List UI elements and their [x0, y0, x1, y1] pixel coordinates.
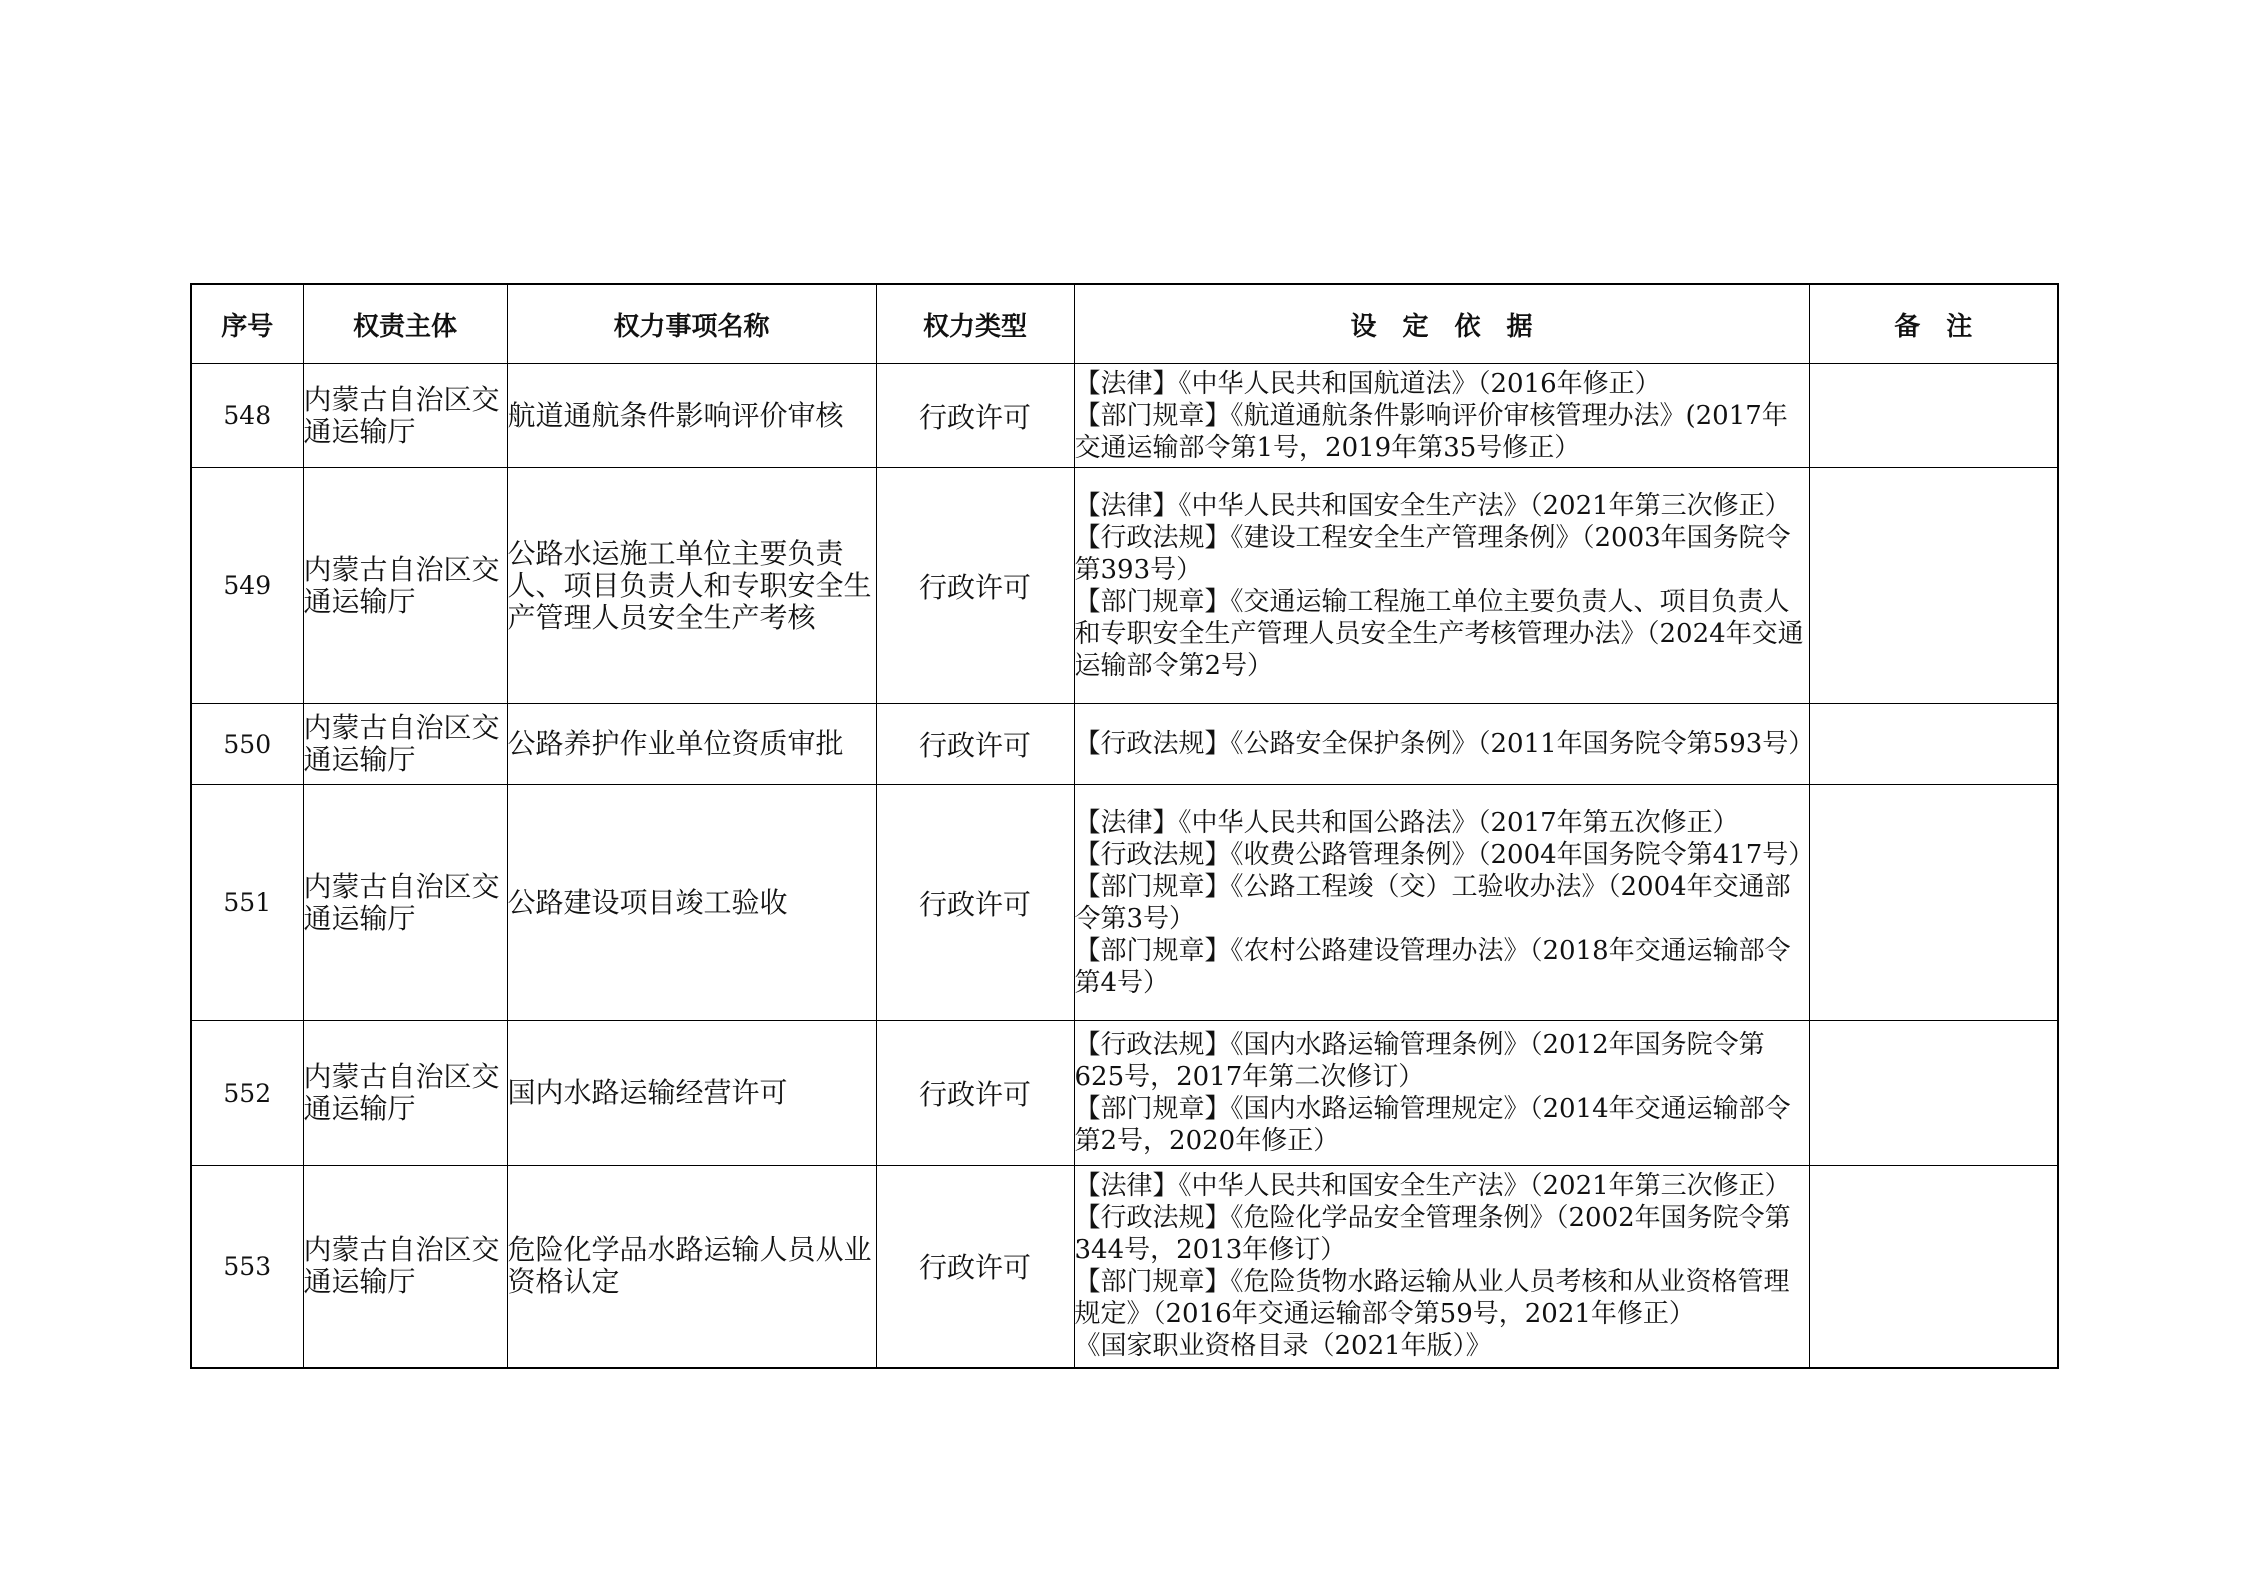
- row-item-name: 国内水路运输经营许可: [507, 1021, 876, 1166]
- row-item-name: 危险化学品水路运输人员从业资格认定: [507, 1166, 876, 1368]
- basis-line: 【部门规章】《危险货物水路运输从业人员考核和从业资格管理规定》（2016年交通运输部令第59号，2021年修正）: [1074, 1267, 1790, 1330]
- table-row: [191, 1021, 2058, 1166]
- table-row: [191, 468, 2058, 704]
- basis-line: 【法律】《中华人民共和国安全生产法》（2021年第三次修正）: [1074, 1171, 1791, 1202]
- row-remark: [1809, 1166, 2058, 1368]
- row-number: 552: [191, 1021, 303, 1166]
- row-remark: [1809, 468, 2058, 704]
- header-num: 序号: [191, 284, 303, 364]
- row-remark: [1809, 785, 2058, 1021]
- row-power-type: 行政许可: [876, 704, 1074, 785]
- header-type: 权力类型: [876, 284, 1074, 364]
- basis-line: 【行政法规】《收费公路管理条例》（2004年国务院令第417号）: [1074, 839, 1815, 870]
- power-list-table: [190, 283, 2059, 1369]
- basis-line: 【行政法规】《建设工程安全生产管理条例》（2003年国务院令第393号）: [1074, 522, 1791, 585]
- basis-line: 【部门规章】《交通运输工程施工单位主要负责人、项目负责人和专职安全生产管理人员安全生产考核管理办法》（2024年交通运输部令第2号）: [1074, 586, 1804, 681]
- row-legal-basis: [1074, 785, 1815, 1021]
- table-row: [191, 1166, 2058, 1368]
- row-subject: 内蒙古自治区交通运输厅: [303, 704, 507, 785]
- row-subject: 内蒙古自治区交通运输厅: [303, 364, 507, 468]
- header-item: 权力事项名称: [507, 284, 876, 364]
- row-item-name: 公路建设项目竣工验收: [507, 785, 876, 1021]
- basis-line: 《国家职业资格目录（2021年版）》: [1074, 1331, 1492, 1362]
- row-remark: [1809, 704, 2058, 785]
- basis-line: 【部门规章】《航道通航条件影响评价审核管理办法》(2017年交通运输部令第1号，2019年第35号修正）: [1074, 400, 1788, 463]
- basis-line: 【行政法规】《公路安全保护条例》（2011年国务院令第593号）: [1074, 729, 1815, 759]
- basis-line: 【部门规章】《国内水路运输管理规定》（2014年交通运输部令第2号，2020年修正）: [1074, 1094, 1791, 1156]
- row-number: 551: [191, 785, 303, 1021]
- row-legal-basis: [1074, 364, 1809, 468]
- table-row: [191, 364, 2058, 468]
- basis-line: 【法律】《中华人民共和国航道法》（2016年修正）: [1074, 368, 1661, 399]
- row-legal-basis: [1074, 704, 1815, 785]
- row-power-type: 行政许可: [876, 785, 1074, 1021]
- row-power-type: 行政许可: [876, 468, 1074, 704]
- row-number: 548: [191, 364, 303, 468]
- table-row: [191, 704, 2058, 785]
- row-number: 550: [191, 704, 303, 785]
- basis-line: 【部门规章】《农村公路建设管理办法》（2018年交通运输部令第4号）: [1074, 935, 1791, 998]
- header-remark: 备 注: [1809, 284, 2058, 364]
- table-row: [191, 785, 2058, 1021]
- table-header-row: [191, 284, 2058, 364]
- basis-line: 【部门规章】《公路工程竣（交）工验收办法》（2004年交通部令第3号）: [1074, 871, 1791, 934]
- row-power-type: 行政许可: [876, 364, 1074, 468]
- basis-line: 【法律】《中华人民共和国公路法》（2017年第五次修正）: [1074, 807, 1739, 838]
- basis-line: 【行政法规】《国内水路运输管理条例》（2012年国务院令第625号，2017年第二次修订）: [1074, 1030, 1765, 1092]
- row-number: 549: [191, 468, 303, 704]
- row-subject: 内蒙古自治区交通运输厅: [303, 1166, 507, 1368]
- row-subject: 内蒙古自治区交通运输厅: [303, 1021, 507, 1166]
- row-legal-basis: [1074, 1166, 1809, 1368]
- row-power-type: 行政许可: [876, 1021, 1074, 1166]
- row-legal-basis: [1074, 1021, 1809, 1166]
- row-subject: 内蒙古自治区交通运输厅: [303, 468, 507, 704]
- row-remark: [1809, 364, 2058, 468]
- basis-line: 【法律】《中华人民共和国安全生产法》（2021年第三次修正）: [1074, 490, 1791, 521]
- header-subject: 权责主体: [303, 284, 507, 364]
- row-power-type: 行政许可: [876, 1166, 1074, 1368]
- row-remark: [1809, 1021, 2058, 1166]
- row-item-name: 航道通航条件影响评价审核: [507, 364, 876, 468]
- row-number: 553: [191, 1166, 303, 1368]
- row-legal-basis: [1074, 468, 1809, 704]
- row-subject: 内蒙古自治区交通运输厅: [303, 785, 507, 1021]
- basis-line: 【行政法规】《危险化学品安全管理条例》（2002年国务院令第344号，2013年修订）: [1074, 1203, 1791, 1266]
- header-basis: 设 定 依 据: [1074, 284, 1809, 364]
- row-item-name: 公路养护作业单位资质审批: [507, 704, 876, 785]
- row-item-name: 公路水运施工单位主要负责人、项目负责人和专职安全生产管理人员安全生产考核: [507, 468, 876, 704]
